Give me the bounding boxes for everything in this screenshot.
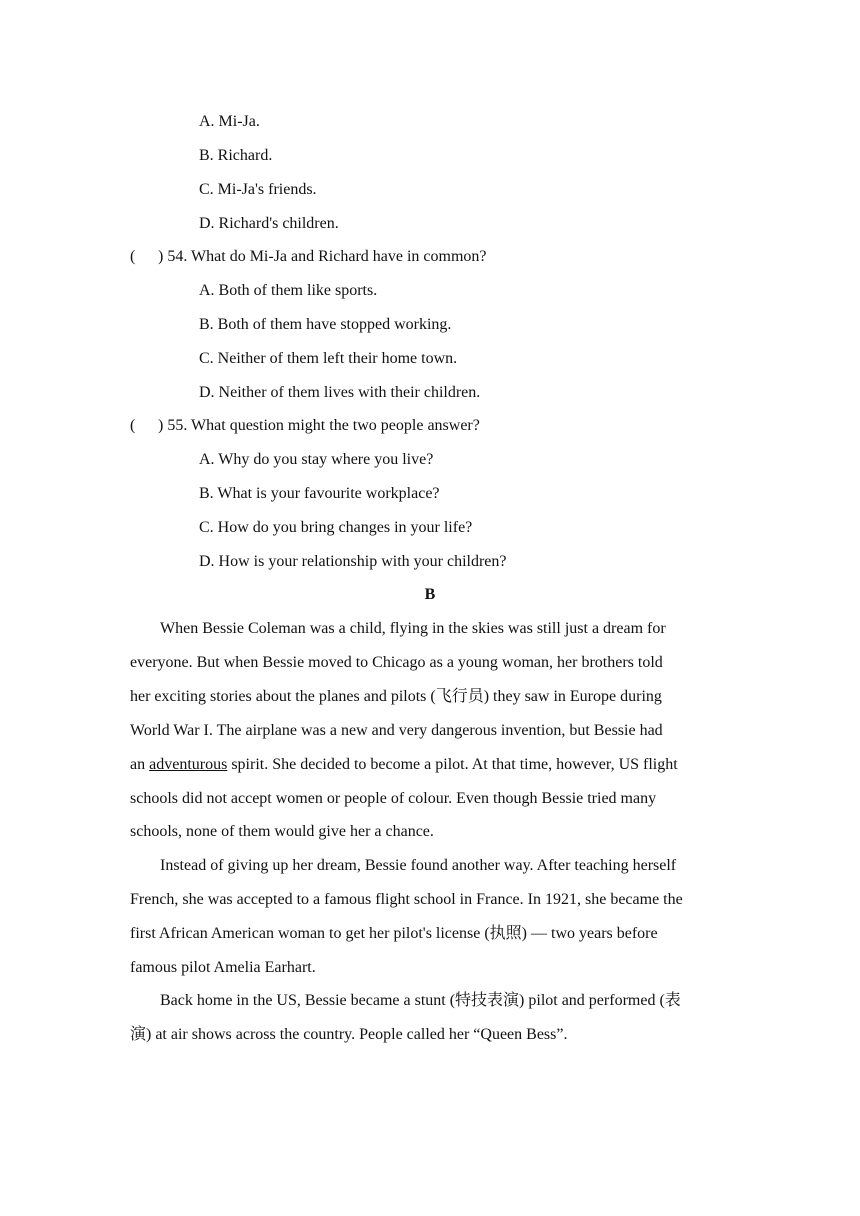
passage-p1-line6: schools did not accept women or people of colour. Even though Bessie tried many [130,790,657,807]
question-55-text: ) 55. What question might the two people answer? [158,417,480,434]
answer-blank-55: ( [130,417,136,434]
passage-p1-line1: When Bessie Coleman was a child, flying in the skies was still just a dream for [160,620,666,637]
passage-p1-line5 [130,755,678,775]
question-55 [130,416,480,436]
q55-option-c: C. How do you bring changes in your life? [199,519,473,536]
underlined-word-adventurous: adventurous [149,756,228,773]
passage-p1-line2: everyone. But when Bessie moved to Chicago as a young woman, her brothers told [130,654,663,671]
passage-p1-line3: her exciting stories about the planes and pilots (飞行员) they saw in Europe during [130,688,662,705]
passage-p1-line7: schools, none of them would give her a chance. [130,823,434,840]
passage-p2-line1: Instead of giving up her dream, Bessie found another way. After teaching herself [160,857,677,874]
q54-option-d: D. Neither of them lives with their children. [199,384,481,401]
q55-option-a: A. Why do you stay where you live? [199,451,434,468]
question-54 [130,247,487,267]
q55-option-b: B. What is your favourite workplace? [199,485,440,502]
passage-p1-line4: World War I. The airplane was a new and very dangerous invention, but Bessie had [130,722,663,739]
q54-option-c: C. Neither of them left their home town. [199,350,458,367]
passage-p2-line2: French, she was accepted to a famous flight school in France. In 1921, she became the [130,891,683,908]
passage-text: spirit. She decided to become a pilot. At that time, however, US flight [227,756,678,773]
q54-option-b: B. Both of them have stopped working. [199,316,452,333]
q53-option-b: B. Richard. [199,147,273,164]
q54-option-a: A. Both of them like sports. [199,282,378,299]
passage-p3-line1: Back home in the US, Bessie became a stunt (特技表演) pilot and performed (表 [160,992,681,1009]
passage-p2-line4: famous pilot Amelia Earhart. [130,959,316,976]
q55-option-d: D. How is your relationship with your children? [199,553,507,570]
passage-p3-line2: 演) at air shows across the country. People called her “Queen Bess”. [130,1026,568,1043]
question-54-text: ) 54. What do Mi-Ja and Richard have in common? [158,248,487,265]
q53-option-c: C. Mi-Ja's friends. [199,181,317,198]
q53-option-d: D. Richard's children. [199,215,339,232]
section-b-heading: B [424,586,436,603]
passage-p2-line3: first African American woman to get her pilot's license (执照) — two years before [130,925,658,942]
answer-blank-54: ( [130,248,136,265]
passage-text: an [130,756,150,773]
q53-option-a: A. Mi-Ja. [199,113,260,130]
